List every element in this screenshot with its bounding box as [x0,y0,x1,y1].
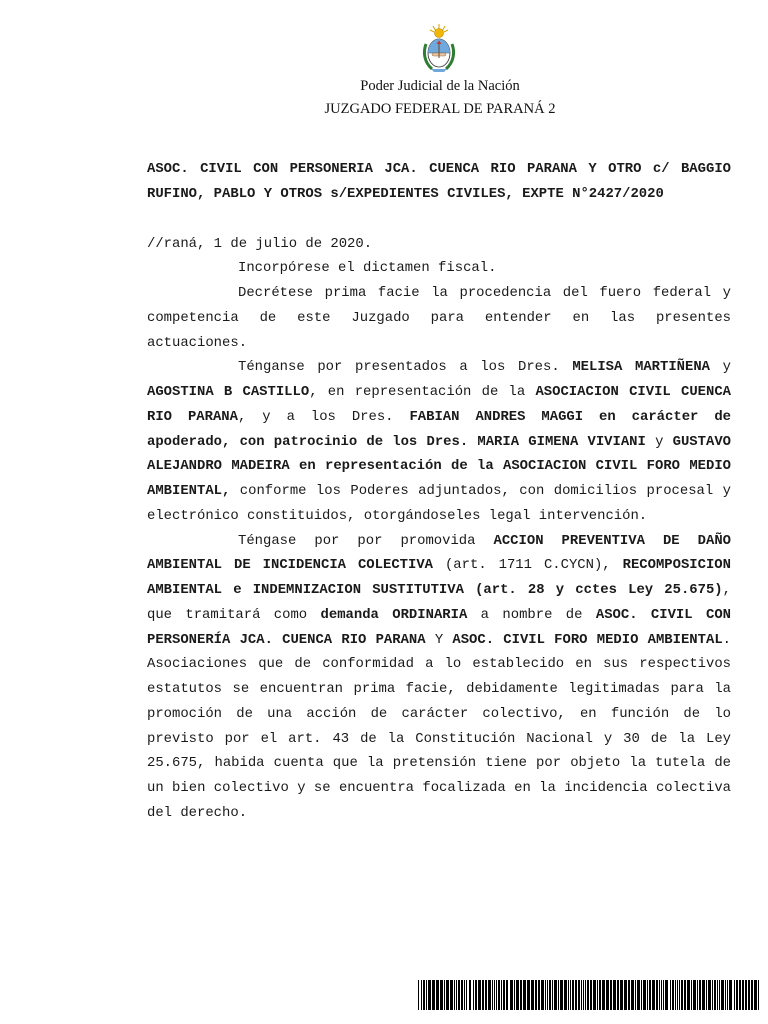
text-span: a nombre de [467,606,596,623]
text-span: . Asociaciones que de conformidad a lo establecido en sus respectivos estatutos se encuentran prima facie, debidamente legitimadas para la promoción de una acción de carácter colectivo, en función de lo previsto por el art. 43 de la Constitución Nacional y 30 de la Ley 25.675, habida cuenta que la pretensión tiene por objeto la tutela de un bien colectivo y se encuentra focalizada en la incidencia colectiva del derecho. [147,631,731,821]
action-type: RECOMPOSICION AMBIENTAL e INDEMNIZACION SUSTITUTIVA (art. 28 y cctes Ley 25.675) [147,557,731,598]
coat-of-arms-icon [420,22,458,76]
text-span: y [710,359,731,376]
text-span: Téngase por por promovida [238,532,494,549]
text-span: , y a los Dres. [237,408,410,425]
court-name-heading: JUZGADO FEDERAL DE PARANÁ 2 [324,101,556,117]
text-span: Ténganse por presentados a los Dres. [238,359,573,376]
text-span: , que tramitará como [147,582,731,623]
case-caption: ASOC. CIVIL CON PERSONERIA JCA. CUENCA RIO PARANA Y OTRO c/ BAGGIO RUFINO, PABLO Y OTROS s/EXPEDIENTES CIVILES, EXPTE N°2427/2020 [147,161,731,202]
party-name: GUSTAVO ALEJANDRO MADEIRA en representación de la ASOCIACION CIVIL FORO MEDIO AMBIENTAL, [147,433,731,499]
resolution-body [147,157,731,826]
paragraph-competence: Decrétese prima facie la procedencia del fuero federal y competencia de este Juzgado para entender en las presentes actuaciones. [147,285,731,351]
party-name: AGOSTINA B CASTILLO [147,384,310,400]
text-span: (art. 1711 C.CYCN), [433,557,623,574]
barcode-icon [418,980,762,1010]
paragraph-action [147,529,731,826]
court-system-heading: Poder Judicial de la Nación [360,78,520,94]
text-span: conforme los Poderes adjuntados, con domicilios procesal y electrónico constituidos, otorgándoseles legal intervención. [147,483,731,524]
party-name: FABIAN ANDRES MAGGI en carácter de apoderado, con patrocinio de los Dres. MARIA GIMENA VIVIANI [147,408,731,450]
paragraph-fiscal-opinion: Incorpórese el dictamen fiscal. [238,260,497,277]
party-name: MELISA MARTIÑENA [572,359,710,376]
paragraph-representation [147,355,731,528]
party-name: ASOCIACION CIVIL CUENCA RIO PARANA [147,384,731,425]
party-name: ASOC. CIVIL FORO MEDIO AMBIENTAL [452,631,723,648]
party-name: ASOC. CIVIL CON PERSONERÍA JCA. CUENCA RIO PARANA [147,606,731,648]
date-line: //raná, 1 de julio de 2020. [147,235,373,252]
procedure-type: demanda ORDINARIA [320,606,468,623]
text-span: , en representación de la [309,384,536,400]
text-span: Y [425,631,453,648]
action-type: ACCION PREVENTIVA DE DAÑO AMBIENTAL DE INCIDENCIA COLECTIVA [147,532,731,574]
text-span: y [645,433,673,450]
